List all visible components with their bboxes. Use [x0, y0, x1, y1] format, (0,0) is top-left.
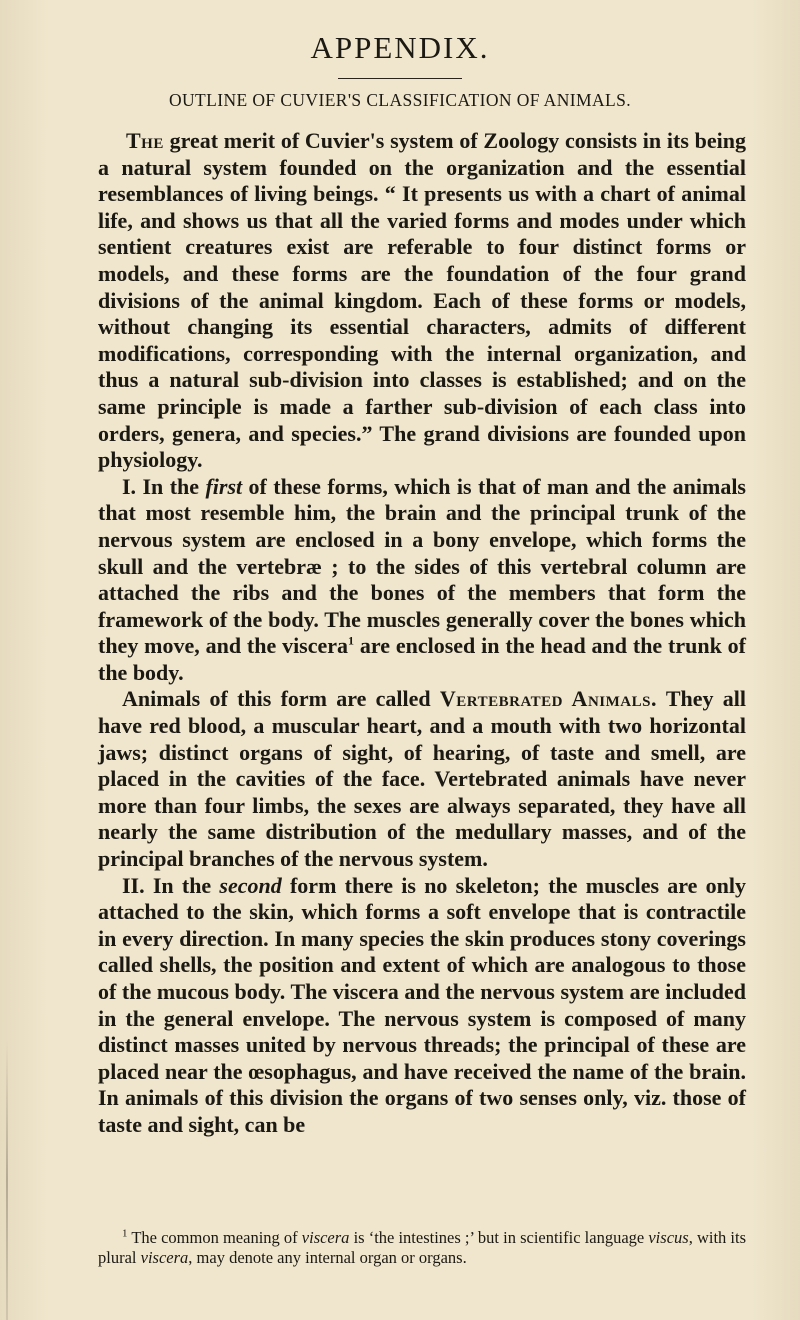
emphasis-first: first — [205, 473, 243, 499]
footnote-text: , with its plural — [98, 1228, 746, 1267]
paragraph-text: form there is no skeleton; the muscles are only attached to the skin, which forms a soft envelope that is contractile in every direction. In many species the skin produces stony coverings called shells, the position and extent of which are analogous to those of the mucous body. The viscera and the nervous system are included in the general envelope. The nervous system is composed of many distinct masses united by nervous threads; the principal of these are placed near the œsophagus, and have received the name of the brain. In animals of this division the organs of two senses only, viz. those of taste and sight, can be — [98, 872, 746, 1137]
section-subtitle: OUTLINE OF CUVIER'S CLASSIFICATION OF ANIMALS. — [168, 90, 631, 110]
paragraph-first-form — [98, 474, 746, 687]
footnote-term-viscus: viscus — [648, 1228, 689, 1247]
paragraph-text: They all have red blood, a muscular heart, and a mouth with two horizontal jaws; distinct organs of sight, of hearing, of taste and smell, are placed in the cavities of the face. Vertebrated animals have never more than four limbs, the sexes are always separated, they have all nearly the same distribution of the medullary masses, and of the principal branches of the nervous system. — [98, 686, 746, 872]
footnote-term-viscera-plural: viscera — [140, 1248, 189, 1267]
paragraph-intro — [98, 128, 746, 474]
heading-rule — [338, 78, 462, 79]
page-heading: APPENDIX. — [310, 30, 490, 65]
paragraph-second-form — [98, 873, 746, 1139]
footnote-text: The common meaning of — [127, 1228, 302, 1247]
footnote-marker: 1 — [122, 1227, 128, 1240]
emphasis-second: second — [219, 872, 282, 898]
footnote-reference[interactable]: 1 — [348, 633, 355, 648]
term-vertebrated-animals: Vertebrated Animals. — [439, 686, 657, 712]
paragraph-text: of these forms, which is that of man and the animals that most resemble him, the brain and the principal trunk of the nervous system are enclosed in a bony envelope, which forms the skull and the vertebræ ; to the sides of this vertebral column are attached the ribs and the bones of the members that form the framework of the body. The muscles generally cover the bones which they move, and the viscera — [98, 473, 746, 659]
footnote-text: , may denote any internal organ or organs. — [188, 1248, 467, 1267]
paragraph-text: are enclosed in the head and the trunk of the body. — [98, 633, 746, 685]
paragraph-lead: II. In the — [122, 872, 220, 898]
drop-word: The — [126, 128, 164, 153]
paragraph-lead: I. In the — [122, 473, 206, 499]
footnote-text: is ‘the intestines ;’ but in scientific language — [349, 1228, 649, 1247]
page-edge-mark — [6, 1040, 8, 1320]
paragraph-vertebrated — [98, 686, 746, 872]
footnote — [98, 1228, 746, 1268]
paragraph-text: great merit of Cuvier's system of Zoology consists in its being a natural system founded on the organization and the essential resemblances of living beings. “ It presents us with a chart of animal life, and shows us that all the varied forms and modes under which sentient creatures exist are referable to four distinct forms or models, and these forms are the foundation of the four grand divisions of the animal kingdom. Each of these forms or models, without changing its essential characters, admits of different modifications, corresponding with the internal organization, and thus a natural sub-division into classes is established; and on the same principle is made a farther sub-division of each class into orders, genera, and species.” The grand divisions are founded upon physiology. — [98, 128, 746, 473]
main-text — [98, 128, 746, 1139]
paragraph-lead: Animals of this form are called — [122, 686, 440, 712]
footnote-term-viscera: viscera — [301, 1228, 350, 1247]
